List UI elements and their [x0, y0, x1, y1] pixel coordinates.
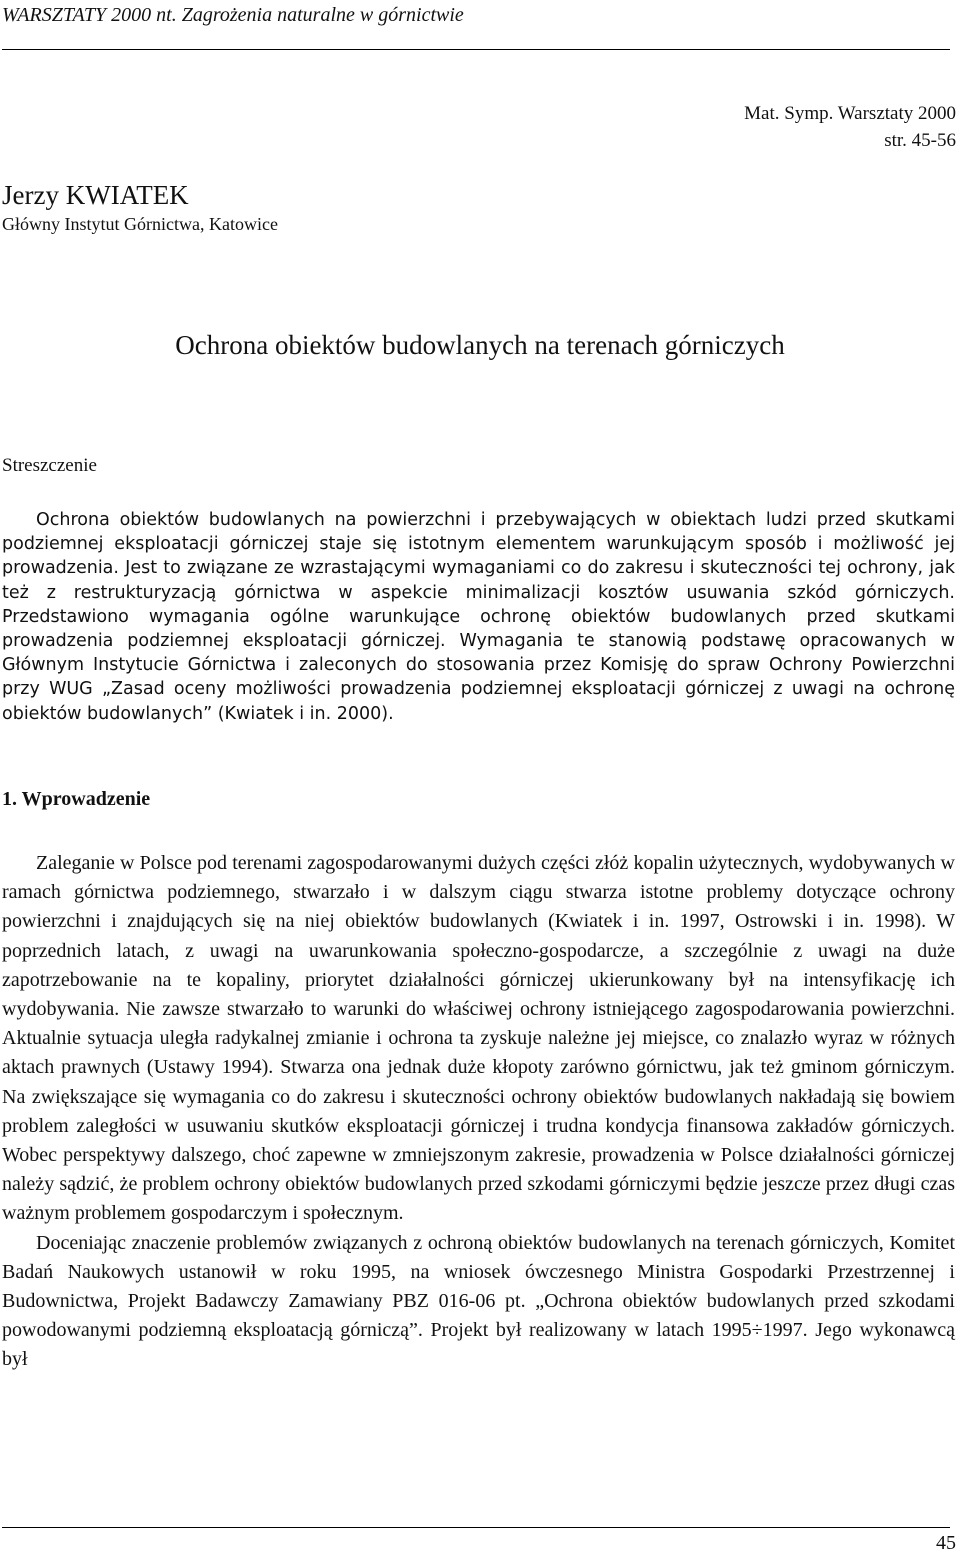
header-divider [2, 49, 950, 50]
author-affiliation: Główny Instytut Górnictwa, Katowice [2, 214, 278, 234]
paper-title: Ochrona obiektów budowlanych na terenach górniczych [175, 330, 785, 360]
section-body [2, 849, 955, 1375]
footer-divider [2, 1527, 950, 1528]
body-paragraph: Doceniając znaczenie problemów związanych z ochroną obiektów budowlanych na terenach górniczych, Komitet Badań Naukowych ustanowił w roku 1995, na wniosek ówczesnego Ministra Gospodarki Przestrzennej i Budownictwa, Projekt Badawczy Zamawiany PBZ 016-06 pt. „Ochrona obiektów budowlanych przed szkodami powodowanymi podziemną eksploatacją górniczą”. Projekt był realizowany w latach 1995÷1997. Jego wykonawcą był [2, 1231, 955, 1371]
running-header-title: WARSZTATY 2000 nt. Zagrożenia naturalne w górnictwie [2, 4, 464, 26]
abstract-text: Ochrona obiektów budowlanych na powierzchni i przebywających w obiektach ludzi przed skutkami podziemnej eksploatacji górniczej staje się istotnym elementem warunkującym sposób i możliwość jej prowadzenia. Jest to związane ze wzrastającymi wymaganiami co do zakresu i skuteczności tej ochrony, jak też z restrukturyzacją górnictwa w aspekcie minimalizacji kosztów usuwania szkód górniczych. Przedstawiono wymagania ogólne warunkujące ochronę obiektów budowlanych przed skutkami prowadzenia podziemnej eksploatacji górniczej. Wymagania te stanowią podstawę opracowanych w Głównym Instytucie Górnictwa i zaleconych do stosowania przez Komisję do spraw Ochrony Powierzchni przy WUG „Zasad oceny możliwości prowadzenia podziemnej eksploatacji górniczej z uwagi na ochronę obiektów budowlanych” (Kwiatek i in. 2000). [2, 510, 955, 724]
body-paragraph: Zaleganie w Polsce pod terenami zagospodarowanymi dużych części złóż kopalin użytecznych, wydobywanych w ramach górnictwa podziemnego, stwarzało i w dalszym ciągu stwarza istotne problemy dotyczące ochrony powierzchni i znajdujących się na niej obiektów budowlanych (Kwiatek i in. 1997, Ostrowski i in. 1998). W poprzednich latach, z uwagi na uwarunkowania społeczno-gospodarcze, a szczególnie z uwagi na duże zapotrzebowanie na te kopaliny, priorytet działalności górniczej ukierunkowany był na intensyfikację ich wydobywania. Nie zawsze stwarzało to warunki do właściwej ochrony istniejącego zagospodarowania powierzchni. Aktualnie sytuacja uległa radykalnej zmianie i ochrona ta zyskuje należne jej miejsce, co znalazło wyraz w różnych aktach prawnych (Ustawy 1994). Stwarza ona jednak duże kłopoty zarówno górnictwu, jak też gminom górniczym. Na zwiększające się wymagania co do zakresu i skuteczności ochrony obiektów budowlanych nakładają się bowiem problem zaległości w usuwaniu skutków eksploatacji górniczej i trudna kondycja finansowa zakładów górniczych. Wobec perspektywy dalszego, choć zapewne w zmniejszonym zakresie, prowadzenia w Polsce działalności górniczej należy sądzić, że problem ochrony obiektów budowlanych przed szkodami górniczymi będzie jeszcze przez długi czas ważnym problemem gospodarczym i społecznym. [2, 852, 955, 1225]
author-name: Jerzy KWIATEK [2, 180, 189, 210]
reference-line-2: str. 45-56 [884, 130, 956, 151]
page-number: 45 [936, 1532, 956, 1554]
reference-line-1: Mat. Symp. Warsztaty 2000 [744, 103, 956, 124]
publication-reference [656, 100, 956, 154]
abstract-heading: Streszczenie [2, 455, 97, 476]
section-heading: 1. Wprowadzenie [2, 788, 151, 810]
